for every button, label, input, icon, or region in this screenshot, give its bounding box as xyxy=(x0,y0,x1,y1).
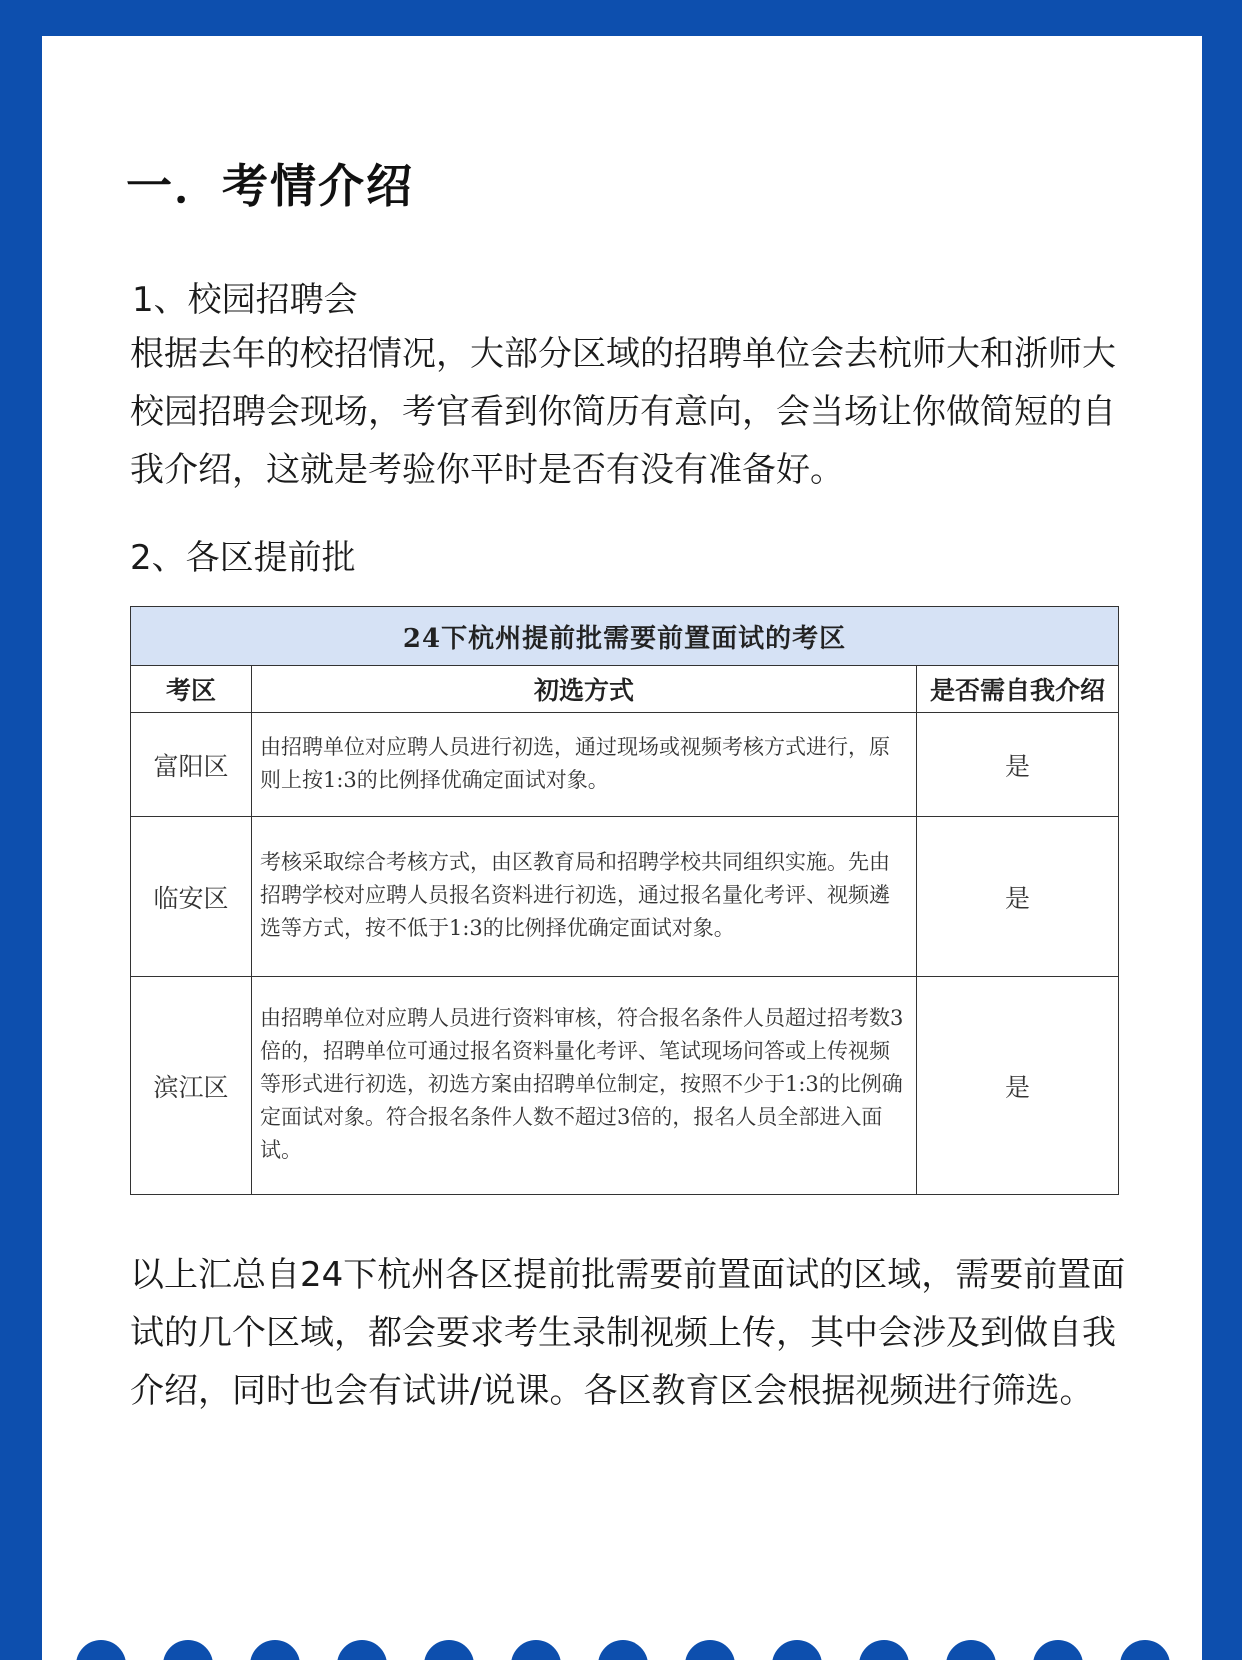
district-cell: 滨江区 xyxy=(131,977,252,1195)
interview-district-table xyxy=(130,606,1119,1195)
self-intro-cell: 是 xyxy=(917,977,1119,1195)
table-caption: 24下杭州提前批需要前置面试的考区 xyxy=(131,607,1119,666)
section-heading-campus-fair: 1、校园招聘会 xyxy=(132,280,358,320)
campus-fair-paragraph: 根据去年的校招情况，大部分区域的招聘单位会去杭师大和浙师大校园招聘会现场，考官看到你简历有意向，会当场让你做简短的自我介绍，这就是考验你平时是否有没有准备好。 xyxy=(130,334,1116,490)
method-cell: 考核采取综合考核方式，由区教育局和招聘学校共同组织实施。先由招聘学校对应聘人员报名资料进行初选，通过报名量化考评、视频遴选等方式，按不低于1:3的比例择优确定面试对象。 xyxy=(252,817,917,977)
column-header-method: 初选方式 xyxy=(252,666,917,713)
table-row xyxy=(131,713,1119,817)
method-cell: 由招聘单位对应聘人员进行资料审核，符合报名条件人员超过招考数3倍的，招聘单位可通过报名资料量化考评、笔试现场问答或上传视频等形式进行初选，初选方案由招聘单位制定，按照不少于1:3的比例确定面试对象。符合报名条件人数不超过3倍的，报名人员全部进入面试。 xyxy=(252,977,917,1195)
self-intro-cell: 是 xyxy=(917,817,1119,977)
district-cell: 临安区 xyxy=(131,817,252,977)
summary-paragraph: 以上汇总自24下杭州各区提前批需要前置面试的区域，需要前置面试的几个区域，都会要求考生录制视频上传，其中会涉及到做自我介绍，同时也会有试讲/说课。各区教育区会根据视频进行筛选。 xyxy=(130,1255,1126,1411)
column-header-district: 考区 xyxy=(131,666,252,713)
district-cell: 富阳区 xyxy=(131,713,252,817)
self-intro-cell: 是 xyxy=(917,713,1119,817)
method-cell: 由招聘单位对应聘人员进行初选，通过现场或视频考核方式进行，原则上按1:3的比例择优确定面试对象。 xyxy=(252,713,917,817)
column-header-self-intro: 是否需自我介绍 xyxy=(917,666,1119,713)
table-row xyxy=(131,817,1119,977)
table-row xyxy=(131,977,1119,1195)
section-heading-early-batch: 2、各区提前批 xyxy=(130,538,356,578)
page-title: 一．考情介绍 xyxy=(126,159,414,213)
